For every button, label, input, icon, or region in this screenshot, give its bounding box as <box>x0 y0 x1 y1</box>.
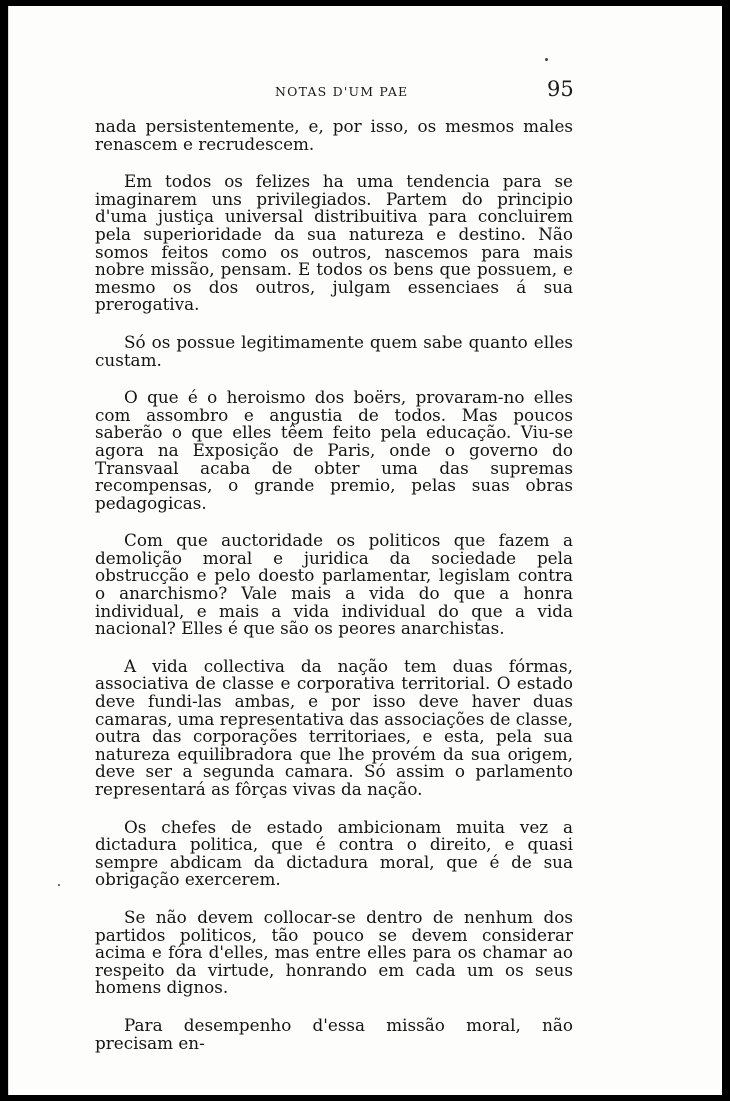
body-text <box>95 118 573 1072</box>
page-number: 95 <box>547 77 574 101</box>
page-edge-shadow <box>8 6 9 1095</box>
paragraph: Em todos os felizes ha uma tendencia para se imaginarem uns privilegiados. Partem do principio d'uma justiça universal distribuitiva para concluirem pela superioridade da sua natureza e destino. Não somos feitos como os outros, nascemos para mais nobre missão, pensam. E todos os bens que possuem, e mesmo os dos outros, julgam essenciaes á sua prerogativa. <box>95 171 573 315</box>
paragraph: A vida collectiva da nação tem duas fórmas, associativa de classe e corporativa territorial. O estado deve fundi-las ambas, e por isso deve haver duas camaras, uma representativa das associações de classe, outra das corporações territoriaes, e esta, pela sua natureza equilibradora que lhe provém da sua origem, deve ser a segunda camara. Só assim o parlamento representará as fôrças vivas da nação. <box>95 655 573 799</box>
paragraph: Os chefes de estado ambicionam muita vez a dictadura politica, que é contra o direito, e quasi sempre abdicam da dictadura moral, que é de sua obrigação exercerem. <box>95 816 573 890</box>
paragraph-continuation: nada persistentemente, e, por isso, os mesmos males renascem e recrudescem. <box>95 116 573 154</box>
paragraph: Com que auctoridade os politicos que fazem a demolição moral e juridica da sociedade pela obstrucção e pelo doesto parlamentar, legislam contra o anarchismo? Vale mais a vida do que a honra individual, e mais a vida individual do que a vida nacional? Elles é que são os peores anarchistas. <box>95 530 573 639</box>
running-title: NOTAS D'UM PAE <box>275 84 409 99</box>
book-page <box>8 6 722 1095</box>
paragraph: Se não devem collocar-se dentro de nenhum dos partidos politicos, tão pouco se devem considerar acima e fóra d'elles, mas entre elles para os chamar ao respeito da virtude, honrando em cada um os seus homens dignos. <box>95 906 573 998</box>
paragraph-truncated: Para desempenho d'essa missão moral, não precisam en- <box>95 1014 573 1053</box>
ink-speck <box>58 884 60 886</box>
paragraph: Só os possue legitimamente quem sabe quanto elles custam. <box>95 331 573 370</box>
ink-speck <box>545 58 548 61</box>
page-header <box>8 76 722 106</box>
paragraph: O que é o heroismo dos boërs, provaram-no elles com assombro e angustia de todos. Mas poucos saberão o que elles têem feito pela educação. Viu-se agora na Exposição de Paris, onde o governo do Transvaal acaba de obter uma das supremas recompensas, o grande premio, pelas suas obras pedagogicas. <box>95 387 573 513</box>
